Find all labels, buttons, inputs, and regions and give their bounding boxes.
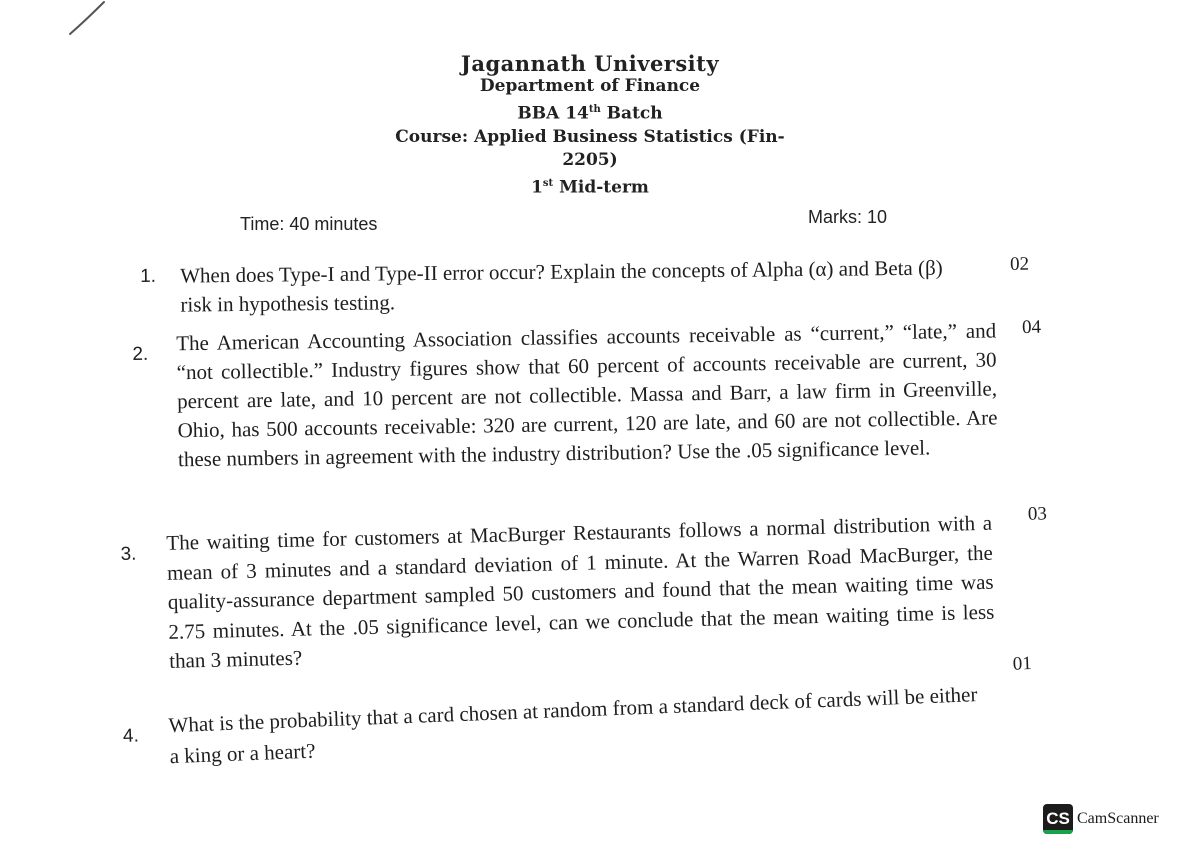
question-number: 1. (140, 265, 157, 287)
question-number: 2. (132, 343, 149, 365)
question-1 (140, 253, 1030, 320)
question-marks: 03 (1027, 503, 1048, 525)
exam-header (380, 52, 800, 199)
exam-name: 1st Mid-term (531, 177, 649, 198)
batch-line: BBA 14th Batch (517, 103, 663, 124)
question-text: What is the probability that a card chosen at random from a standard deck of cards will be either a king or a heart? (168, 682, 978, 769)
camscanner-brand: CamScanner (1077, 810, 1159, 827)
question-text: When does Type-I and Type-II error occur? Explain the concepts of Alpha (α) and Beta (β) risk in hypothesis testing. (180, 255, 943, 317)
question-number: 4. (122, 725, 140, 747)
question-marks: 04 (1021, 316, 1042, 339)
exam-time: Time: 40 minutes (240, 214, 378, 234)
question-marks: 01 (1012, 653, 1033, 675)
question-text: The American Accounting Association classifies accounts receivable as “current,” “late,” and “not collectible.” Industry figures show that 60 percent of accounts receivable are current, 30 percent are late, and 10 percent are not collectible. Massa and Barr, a law firm in Greenville, Ohio, has 500 accounts receivable: 320 are current, 120 are late, and 60 are not collectible. Are these numbers in agreement with the industry distribution? Use the .05 significance level. (176, 318, 998, 472)
pen-stroke-mark (0, 0, 120, 50)
course-title: Course: Applied Business Statistics (Fin-2205) (395, 126, 785, 170)
question-2 (132, 316, 1042, 475)
question-text: The waiting time for customers at MacBurger Restaurants follows a normal distribution with a mean of 3 minutes and a standard deviation of 1 minute. At the Warren Road MacBurger, the quality-assurance department sampled 50 customers and found that the mean waiting time was 2.75 minutes. At the .05 significance level, can we conclude that the mean waiting time is less than 3 minutes? (166, 510, 995, 673)
camscanner-logo-icon: CS (1043, 804, 1073, 834)
question-marks: 02 (1009, 253, 1030, 275)
question-4 (122, 653, 1033, 774)
university-name: Jagannath University (460, 51, 720, 76)
question-number: 3. (120, 543, 137, 565)
exam-total-marks: Marks: 10 (808, 207, 888, 227)
camscanner-watermark (1043, 804, 1159, 834)
department-name: Department of Finance (479, 76, 701, 96)
